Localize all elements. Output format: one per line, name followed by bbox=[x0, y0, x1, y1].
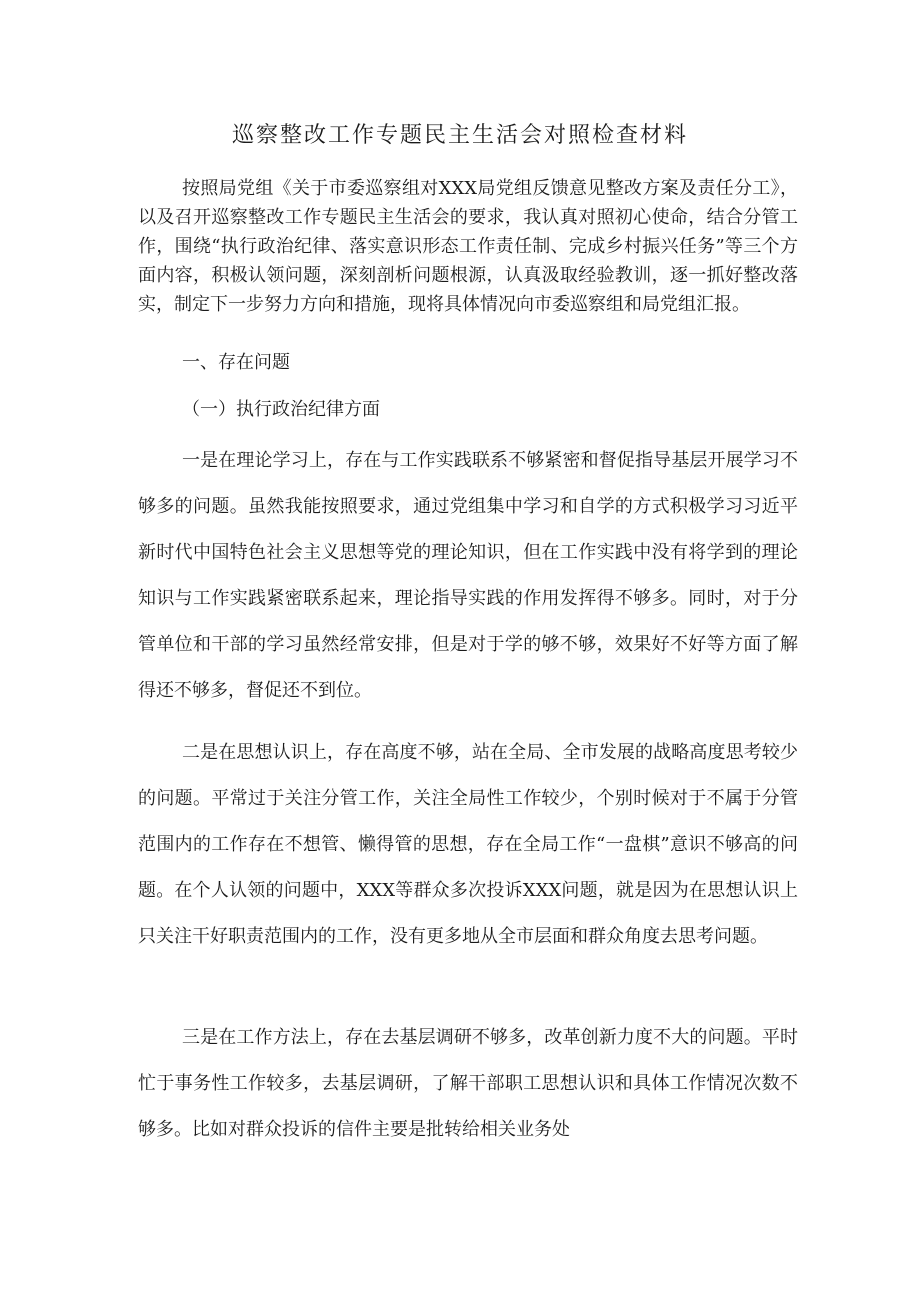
body-paragraph-ideological-understanding: 二是在思想认识上，存在高度不够，站在全局、全市发展的战略高度思考较少的问题。平常过于关注分管工作，关注全局性工作较少，个别时候对于不属于分管范围内的工作存在不想管、懒得管的思想，存在全局工作“一盘棋”意识不够高的问题。在个人认领的问题中，XXX等群众多次投诉XXX问题，就是因为在思想认识上只关注干好职责范围内的工作，没有更多地从全市层面和群众角度去思考问题。 bbox=[138, 742, 798, 947]
document-title: 巡察整改工作专题民主生活会对照检查材料 bbox=[231, 123, 688, 148]
intro-paragraph: 按照局党组《关于市委巡察组对XXX局党组反馈意见整改方案及责任分工》，以及召开巡察整改工作专题民主生活会的要求，我认真对照初心使命，结合分管工作，围绕“执行政治纪律、落实意识形态工作责任制、完成乡村振兴任务”等三个方面内容，积极认领问题，深刻剖析问题根源，认真汲取经验教训，逐一抓好整改落实，制定下一步努力方向和措施，现将具体情况向市委巡察组和局党组汇报。 bbox=[138, 178, 798, 315]
subsection-heading-political-discipline: （一）执行政治纪律方面 bbox=[182, 399, 380, 420]
body-paragraph-theory-study: 一是在理论学习上，存在与工作实践联系不够紧密和督促指导基层开展学习不够多的问题。虽然我能按照要求，通过党组集中学习和自学的方式积极学习习近平新时代中国特色社会主义思想等党的理论知识，但在工作实践中没有将学到的理论知识与工作实践紧密联系起来，理论指导实践的作用发挥得不够多。同时，对于分管单位和干部的学习虽然经常安排，但是对于学的够不够，效果好不好等方面了解得还不够多，督促还不到位。 bbox=[138, 450, 798, 701]
body-paragraph-work-methods: 三是在工作方法上，存在去基层调研不够多，改革创新力度不大的问题。平时忙于事务性工作较多，去基层调研，了解干部职工思想认识和具体工作情况次数不够多。比如对群众投诉的信件主要是批转给相关业务处 bbox=[138, 1027, 798, 1140]
section-heading-problems: 一、存在问题 bbox=[182, 352, 290, 373]
